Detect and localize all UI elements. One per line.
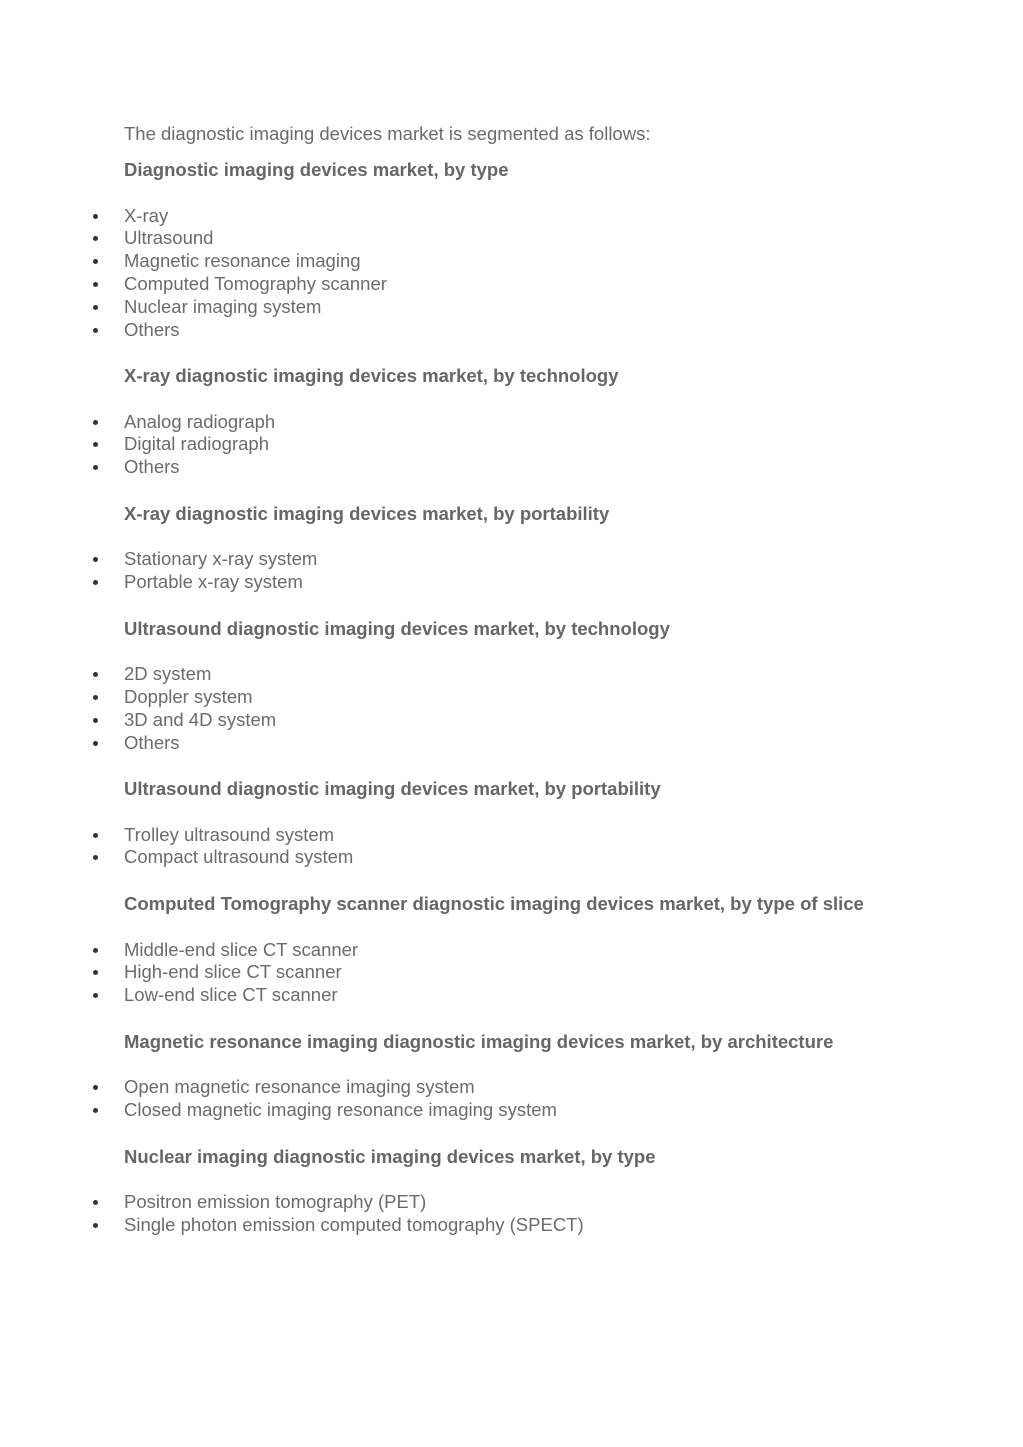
list-item: [0, 571, 1023, 594]
list-item-text: Open magnetic resonance imaging system: [124, 1076, 475, 1098]
list-item-text: Positron emission tomography (PET): [124, 1191, 427, 1213]
section-heading: Diagnostic imaging devices market, by type: [124, 159, 509, 180]
bullet-icon: [93, 420, 98, 425]
section-heading: Nuclear imaging diagnostic imaging devices market, by type: [124, 1145, 656, 1167]
bullet-icon: [93, 948, 98, 953]
bullet-icon: [93, 580, 98, 585]
bullet-icon: [93, 1108, 98, 1113]
list-item-text: Others: [124, 731, 180, 753]
list-item: [0, 686, 1023, 709]
section-heading: Magnetic resonance imaging diagnostic imaging devices market, by architecture: [124, 1030, 834, 1052]
list-item-text: Stationary x-ray system: [124, 548, 318, 570]
list-item: [0, 846, 1023, 869]
section-heading: Ultrasound diagnostic imaging devices market, by portability: [124, 778, 661, 800]
list-item: [0, 1214, 1023, 1237]
list-item: [0, 824, 1023, 847]
segment-list: [0, 548, 1023, 594]
list-item: [0, 939, 1023, 962]
list-item: [0, 433, 1023, 456]
bullet-icon: [93, 557, 98, 562]
bullet-icon: [93, 236, 98, 241]
segment-list: [0, 939, 1023, 1007]
intro-paragraph: The diagnostic imaging devices market is segmented as follows:: [124, 123, 651, 144]
bullet-icon: [93, 855, 98, 860]
segment-list: [0, 1191, 1023, 1237]
bullet-icon: [93, 282, 98, 287]
list-item-text: Compact ultrasound system: [124, 846, 354, 868]
list-item: [0, 548, 1023, 571]
list-item: [0, 456, 1023, 479]
list-item-text: 2D system: [124, 663, 212, 685]
segment-list: [0, 1076, 1023, 1122]
list-item-text: Portable x-ray system: [124, 571, 303, 593]
segment-list: [0, 824, 1023, 870]
bullet-icon: [93, 718, 98, 723]
list-item: [0, 319, 1023, 342]
list-item: [0, 411, 1023, 434]
bullet-icon: [93, 1200, 98, 1205]
section-heading: X-ray diagnostic imaging devices market, by portability: [124, 502, 610, 524]
list-item: [0, 296, 1023, 319]
list-item: [0, 961, 1023, 984]
bullet-icon: [93, 695, 98, 700]
bullet-icon: [93, 970, 98, 975]
list-item: [0, 205, 1023, 228]
section-heading: Ultrasound diagnostic imaging devices market, by technology: [124, 617, 670, 639]
section-heading: X-ray diagnostic imaging devices market, by technology: [124, 365, 619, 387]
list-item-text: Closed magnetic imaging resonance imaging system: [124, 1099, 557, 1121]
list-item-text: High-end slice CT scanner: [124, 961, 342, 983]
bullet-icon: [93, 214, 98, 219]
list-item-text: Magnetic resonance imaging: [124, 250, 361, 272]
list-item-text: Digital radiograph: [124, 433, 270, 455]
list-item-text: Single photon emission computed tomography (SPECT): [124, 1213, 584, 1235]
list-item: [0, 250, 1023, 273]
list-item-text: X-ray: [124, 204, 169, 226]
list-item: [0, 1191, 1023, 1214]
bullet-icon: [93, 741, 98, 746]
bullet-icon: [93, 442, 98, 447]
list-item-text: Others: [124, 456, 180, 478]
segment-list: [0, 663, 1023, 754]
list-item: [0, 732, 1023, 755]
segment-list: [0, 411, 1023, 479]
segment-sections: [0, 158, 1023, 1237]
list-item: [0, 227, 1023, 250]
list-item: [0, 1099, 1023, 1122]
bullet-icon: [93, 259, 98, 264]
list-item-text: Ultrasound: [124, 227, 214, 249]
bullet-icon: [93, 305, 98, 310]
list-item-text: Analog radiograph: [124, 410, 276, 432]
list-item: [0, 273, 1023, 296]
bullet-icon: [93, 833, 98, 838]
bullet-icon: [93, 465, 98, 470]
list-item-text: Trolley ultrasound system: [124, 823, 335, 845]
segment-list: [0, 205, 1023, 342]
list-item-text: Middle-end slice CT scanner: [124, 938, 359, 960]
document-page: [0, 122, 1023, 1237]
bullet-icon: [93, 1085, 98, 1090]
list-item-text: Others: [124, 318, 180, 340]
list-item-text: 3D and 4D system: [124, 708, 277, 730]
bullet-icon: [93, 993, 98, 998]
list-item: [0, 663, 1023, 686]
section-heading: Computed Tomography scanner diagnostic imaging devices market, by type of slice: [124, 892, 864, 914]
list-item-text: Low-end slice CT scanner: [124, 984, 338, 1006]
bullet-icon: [93, 1223, 98, 1228]
list-item: [0, 1076, 1023, 1099]
list-item: [0, 984, 1023, 1007]
list-item: [0, 709, 1023, 732]
list-item-text: Computed Tomography scanner: [124, 272, 387, 294]
bullet-icon: [93, 328, 98, 333]
list-item-text: Nuclear imaging system: [124, 295, 322, 317]
bullet-icon: [93, 672, 98, 677]
list-item-text: Doppler system: [124, 686, 253, 707]
